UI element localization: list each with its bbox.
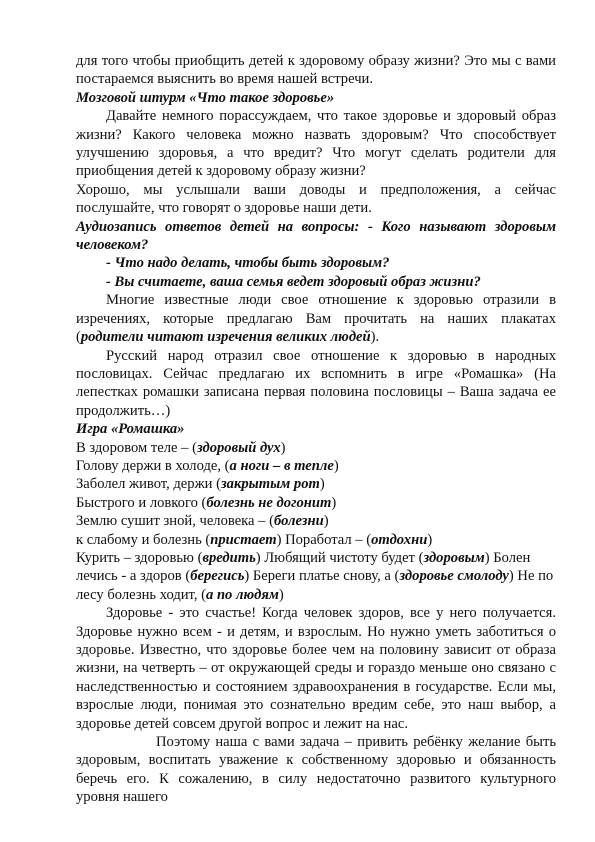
proverb-line: [76, 494, 556, 512]
quotes-text: Многие известные люди свое отношение к здоровью отразили в изречениях, которые предлагаю Вам прочитать на наших плакатах (: [76, 292, 556, 346]
quotes-italic-note: родители читают изречения великих людей: [80, 329, 371, 346]
proverb-start: Землю сушит зной, человека – (: [76, 513, 274, 530]
proverb-end: ): [280, 439, 286, 456]
proverb-mid: ) Береги платье снову, а (: [244, 568, 400, 585]
audio-heading: Аудиозапись ответов детей на вопросы: - Кого называют здоровым человеком?: [76, 218, 556, 254]
paragraph-our-task: Поэтому наша с вами задача – привить ребёнку желание быть здоровым, воспитать уважение к собственному здоровью и обязанность беречь его. К сожалению, в силу недостаточно развитого культурного уровня нашего: [76, 734, 556, 806]
proverb-answer: здоровый дух: [196, 439, 281, 456]
proverb-answer: берегись: [190, 568, 245, 585]
paragraph-intro: для того чтобы приобщить детей к здоровому образу жизни? Это мы с вами постараемся выяснить во время нашей встречи.: [76, 53, 556, 88]
proverb-line: [76, 512, 556, 530]
proverb-answer: здоровым: [423, 549, 485, 566]
proverb-start: Быстрого и ловкого (: [76, 494, 207, 511]
proverb-paragraph: [76, 549, 556, 604]
proverb-line: [76, 439, 556, 457]
proverb-answer: а ноги – в тепле: [229, 457, 334, 474]
proverb-end: ): [319, 476, 325, 493]
game-heading: Игра «Ромашка»: [76, 421, 185, 438]
proverb-mid: ) Любящий чистоту будет (: [255, 549, 424, 566]
proverb-line-weak: [76, 531, 556, 549]
proverb-start: Голову держи в холоде, (: [76, 457, 230, 474]
proverb-answer: болезни: [273, 513, 324, 530]
paragraph-proverbs-intro: Русский народ отразил свое отношение к здоровью в народных пословицах. Сейчас предлагаю их вспомнить в игре «Ромашка» (На лепестках ромашки записана первая половина пословицы – Ваша задача ее продолжить…): [76, 347, 556, 419]
proverb-end: ): [323, 513, 329, 530]
proverb-end: ): [333, 457, 339, 474]
proverb-mid: ) Болен лечись - а здоров (: [76, 549, 531, 585]
question-family-lifestyle: - Вы считаете, ваша семья ведет здоровый образ жизни?: [106, 273, 481, 290]
proverb-end: ): [427, 531, 433, 548]
proverb-answer: вредить: [202, 549, 256, 566]
proverb-answer: болезнь не догонит: [206, 494, 332, 511]
proverb-line: [76, 475, 556, 493]
proverb-start: В здоровом теле – (: [76, 439, 197, 456]
proverb-mid: ) Не по лесу болезнь ходит, (: [76, 568, 554, 603]
proverb-start: Курить – здоровью (: [76, 549, 203, 566]
proverb-answer: а по людям: [206, 586, 279, 603]
proverb-start: к слабому и болезнь (: [76, 531, 211, 548]
proverb-mid: ) Поработал – (: [276, 531, 372, 548]
proverb-answer: пристает: [210, 531, 277, 548]
paragraph-health-happiness: Здоровье - это счастье! Когда человек здоров, все у него получается. Здоровье нужно всем - и детям, и взрослым. Но нужно уметь заботиться о здоровье. Известно, что здоровье более чем на половину зависит от образа жизни, на четверть – от окружающей среды и гораздо меньше оно связано с наследственностью и состоянием здравоохранения в государстве. Если мы, взрослые люди, понимая это сознательно вредим себе, это наш выбор, а здоровье детей совсем другой вопрос и лежит на нас.: [76, 605, 556, 732]
proverb-start: Заболел живот, держи (: [76, 476, 221, 493]
proverb-answer: здоровье смолоду: [399, 568, 509, 585]
quotes-end: ).: [370, 329, 380, 346]
proverb-end: ): [331, 494, 337, 511]
paragraph-children-say: Хорошо, мы услышали ваши доводы и предположения, а сейчас послушайте, что говорят о здоровье наши дети.: [76, 181, 556, 217]
document-body: [76, 52, 556, 807]
brainstorm-heading: Мозговой штурм «Что такое здоровье»: [76, 89, 335, 106]
proverb-answer: закрытым рот: [220, 476, 320, 493]
proverb-answer: отдохни: [371, 531, 428, 548]
proverb-end: ): [278, 586, 284, 603]
paragraph-quotes: [76, 291, 556, 346]
question-what-to-do: - Что надо делать, чтобы быть здоровым?: [106, 255, 390, 272]
proverb-line: [76, 457, 556, 475]
paragraph-discussion: Давайте немного порассуждаем, что такое здоровье и здоровый образ жизни? Какого человека можно назвать здоровым? Что способствует улучшению здоровья, а что вредит? Что могут сделать родители для приобщения детей к здоровому образу жизни?: [76, 108, 556, 180]
